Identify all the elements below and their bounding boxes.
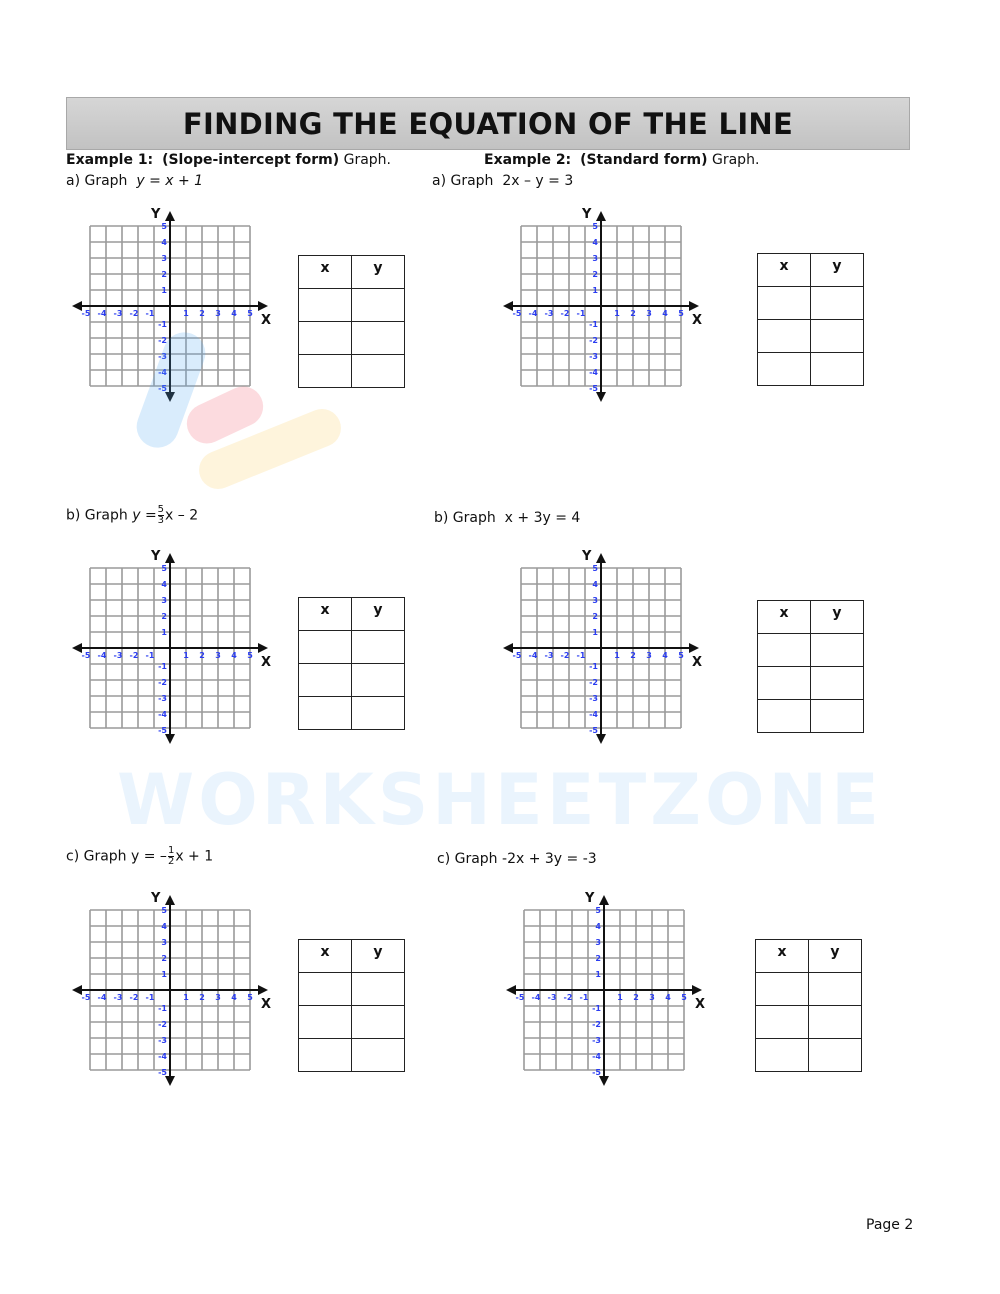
y-value-cell[interactable] (809, 973, 862, 1006)
x-axis-left-arrow (72, 301, 82, 311)
y-tick-label: -2 (158, 1020, 167, 1029)
table-row (756, 973, 862, 1006)
y-tick-label: -4 (589, 710, 598, 719)
y-tick-label: 1 (592, 286, 598, 295)
table-row (756, 1039, 862, 1072)
equation: 2x – y = 3 (502, 173, 574, 189)
numerator: 1 (167, 845, 175, 856)
y-tick-label: -1 (589, 320, 598, 329)
x-axis-left-arrow (506, 985, 516, 995)
y-axis-up-arrow (165, 211, 175, 221)
x-axis-label: X (695, 997, 706, 1012)
x-value-cell[interactable] (299, 631, 352, 664)
watermark-logo-yellow (193, 403, 346, 494)
y-tick-label: -3 (589, 352, 598, 361)
y-tick-label: 4 (595, 922, 601, 931)
y-tick-label: 2 (161, 954, 167, 963)
table-row (758, 700, 864, 733)
y-value-cell[interactable] (352, 697, 405, 730)
x-tick-label: -3 (113, 309, 123, 318)
equation-lhs: y = (132, 507, 157, 524)
y-tick-label: 2 (161, 612, 167, 621)
y-tick-label: 1 (592, 628, 598, 637)
y-axis-up-arrow (596, 553, 606, 563)
x-value-cell[interactable] (756, 973, 809, 1006)
x-tick-label: 1 (183, 309, 189, 318)
y-tick-label: 4 (161, 580, 167, 589)
y-tick-label: 2 (161, 270, 167, 279)
table-row (758, 667, 864, 700)
x-tick-label: 2 (633, 993, 639, 1002)
x-tick-label: 4 (662, 651, 668, 660)
y-tick-label: -5 (592, 1068, 601, 1077)
y-tick-label: 1 (161, 970, 167, 979)
y-axis-label: Y (582, 207, 592, 222)
table-row (299, 697, 405, 730)
example-2-suffix: Graph. (712, 152, 760, 168)
x-tick-label: -2 (563, 993, 573, 1002)
x-tick-label: -5 (81, 309, 91, 318)
graph-svg (70, 206, 270, 406)
y-tick-label: 3 (161, 254, 167, 263)
y-tick-label: -1 (158, 662, 167, 671)
y-tick-label: 1 (161, 286, 167, 295)
coordinate-grid-left-c (70, 890, 270, 1090)
example-1-suffix: Graph. (343, 152, 392, 168)
x-tick-label: -3 (113, 651, 123, 660)
x-tick-label: -4 (97, 309, 107, 318)
xy-table-left-c (298, 939, 405, 1072)
table-row (299, 1006, 405, 1039)
x-tick-label: -1 (576, 651, 586, 660)
example-1-heading (66, 152, 391, 168)
coordinate-grid-right-a (501, 206, 701, 406)
column-x-header: x (299, 598, 352, 631)
y-tick-label: -5 (158, 384, 167, 393)
denominator: 3 (157, 515, 165, 526)
example-2-heading (484, 152, 759, 168)
x-tick-label: 1 (183, 651, 189, 660)
y-tick-label: 5 (161, 564, 167, 573)
y-value-cell[interactable] (809, 1039, 862, 1072)
x-axis-label: X (692, 313, 703, 328)
y-tick-label: -5 (589, 384, 598, 393)
problem-right-c (437, 851, 597, 867)
y-value-cell[interactable] (352, 664, 405, 697)
problem-prefix: b) Graph (66, 507, 128, 524)
problem-left-a (66, 173, 203, 189)
y-axis-up-arrow (599, 895, 609, 905)
y-tick-label: -1 (158, 1004, 167, 1013)
y-axis-up-arrow (165, 895, 175, 905)
y-axis-label: Y (582, 549, 592, 564)
y-tick-label: 5 (161, 222, 167, 231)
x-axis-left-arrow (72, 643, 82, 653)
y-axis-down-arrow (596, 392, 606, 402)
y-tick-label: 4 (592, 238, 598, 247)
coordinate-grid-left-b (70, 548, 270, 748)
xy-table-right-b (757, 600, 864, 733)
table-header-row (758, 254, 864, 287)
example-1-form: (Slope-intercept form) (162, 152, 340, 168)
watermark-text: WORKSHEETZONE (117, 759, 883, 841)
x-tick-label: 4 (231, 651, 237, 660)
table-row (299, 322, 405, 355)
equation: y = x + 1 (136, 173, 204, 189)
graph-svg (70, 548, 270, 748)
x-axis-right-arrow (689, 301, 699, 311)
y-value-cell[interactable] (811, 287, 864, 320)
x-axis-right-arrow (692, 985, 702, 995)
x-axis-left-arrow (503, 643, 513, 653)
x-value-cell[interactable] (299, 973, 352, 1006)
x-value-cell[interactable] (756, 1039, 809, 1072)
x-tick-label: 2 (199, 309, 205, 318)
y-value-cell[interactable] (352, 322, 405, 355)
x-tick-label: 4 (665, 993, 671, 1002)
x-value-cell[interactable] (758, 634, 811, 667)
x-tick-label: -2 (560, 651, 570, 660)
coordinate-grid-left-a (70, 206, 270, 406)
table-row (299, 355, 405, 388)
x-tick-label: -3 (544, 309, 554, 318)
example-2-label: Example 2: (484, 152, 572, 168)
x-value-cell[interactable] (299, 322, 352, 355)
x-tick-label: 4 (231, 993, 237, 1002)
x-value-cell[interactable] (299, 355, 352, 388)
x-tick-label: 4 (231, 309, 237, 318)
x-tick-label: -2 (129, 309, 139, 318)
table-header-row (299, 940, 405, 973)
x-tick-label: -2 (560, 309, 570, 318)
x-tick-label: 5 (247, 993, 253, 1002)
title-banner (66, 97, 910, 150)
x-value-cell[interactable] (299, 289, 352, 322)
y-tick-label: -1 (589, 662, 598, 671)
x-tick-label: 2 (199, 651, 205, 660)
y-tick-label: -2 (158, 336, 167, 345)
numerator: 5 (157, 504, 165, 515)
x-axis-label: X (261, 313, 272, 328)
x-tick-label: -3 (113, 993, 123, 1002)
problem-right-a (432, 173, 573, 189)
equation-rhs: x + 1 (175, 848, 214, 865)
y-value-cell[interactable] (811, 700, 864, 733)
x-value-cell[interactable] (758, 700, 811, 733)
x-tick-label: -5 (515, 993, 525, 1002)
y-tick-label: -4 (158, 1052, 167, 1061)
x-tick-label: 3 (215, 309, 221, 318)
x-value-cell[interactable] (299, 1039, 352, 1072)
x-axis-left-arrow (503, 301, 513, 311)
problem-prefix: c) Graph (437, 851, 498, 867)
x-tick-label: 5 (678, 309, 684, 318)
y-tick-label: 5 (592, 564, 598, 573)
x-tick-label: -3 (547, 993, 557, 1002)
column-y-header: y (352, 940, 405, 973)
graph-svg (501, 206, 701, 406)
table-row (758, 287, 864, 320)
xy-table-right-c (755, 939, 862, 1072)
x-value-cell[interactable] (299, 1006, 352, 1039)
y-tick-label: -3 (158, 1036, 167, 1045)
x-tick-label: -1 (145, 993, 155, 1002)
y-tick-label: 3 (592, 254, 598, 263)
y-value-cell[interactable] (352, 631, 405, 664)
x-tick-label: -4 (528, 651, 538, 660)
x-axis-right-arrow (258, 643, 268, 653)
y-tick-label: -1 (158, 320, 167, 329)
x-tick-label: 5 (678, 651, 684, 660)
page-number: Page 2 (866, 1217, 914, 1233)
x-tick-label: 2 (630, 651, 636, 660)
x-value-cell[interactable] (299, 697, 352, 730)
table-row (299, 289, 405, 322)
y-tick-label: 4 (161, 238, 167, 247)
table-row (299, 664, 405, 697)
y-tick-label: -3 (158, 694, 167, 703)
x-axis-label: X (261, 997, 272, 1012)
y-tick-label: -1 (592, 1004, 601, 1013)
y-tick-label: -2 (158, 678, 167, 687)
table-row (299, 631, 405, 664)
table-header-row (756, 940, 862, 973)
x-tick-label: -1 (145, 651, 155, 660)
xy-table-left-a (298, 255, 405, 388)
table-row (758, 634, 864, 667)
x-value-cell[interactable] (758, 320, 811, 353)
y-axis-label: Y (151, 891, 161, 906)
xy-table-right-a (757, 253, 864, 386)
y-axis-up-arrow (596, 211, 606, 221)
x-tick-label: 5 (681, 993, 687, 1002)
equation-rhs: x – 2 (165, 507, 199, 524)
x-tick-label: 3 (646, 651, 652, 660)
x-axis-label: X (692, 655, 703, 670)
y-axis-down-arrow (165, 1076, 175, 1086)
graph-svg (504, 890, 704, 1090)
column-x-header: x (756, 940, 809, 973)
y-axis-up-arrow (165, 553, 175, 563)
equation: x + 3y = 4 (504, 510, 581, 526)
y-value-cell[interactable] (811, 634, 864, 667)
y-tick-label: 1 (161, 628, 167, 637)
y-tick-label: 3 (595, 938, 601, 947)
y-tick-label: 2 (595, 954, 601, 963)
x-axis-left-arrow (72, 985, 82, 995)
column-y-header: y (809, 940, 862, 973)
table-row (299, 973, 405, 1006)
table-header-row (299, 256, 405, 289)
column-x-header: x (299, 940, 352, 973)
table-row (756, 1006, 862, 1039)
y-tick-label: 2 (592, 612, 598, 621)
x-tick-label: 3 (649, 993, 655, 1002)
table-row (758, 353, 864, 386)
y-value-cell[interactable] (352, 1039, 405, 1072)
x-tick-label: -5 (81, 651, 91, 660)
equation-lhs: y = – (131, 848, 167, 865)
x-tick-label: 2 (199, 993, 205, 1002)
y-tick-label: -5 (158, 726, 167, 735)
x-tick-label: -4 (528, 309, 538, 318)
problem-prefix: b) Graph (434, 510, 496, 526)
table-header-row (299, 598, 405, 631)
y-value-cell[interactable] (809, 1006, 862, 1039)
y-tick-label: 5 (161, 906, 167, 915)
y-tick-label: 3 (592, 596, 598, 605)
y-tick-label: -4 (158, 710, 167, 719)
y-tick-label: -2 (592, 1020, 601, 1029)
y-value-cell[interactable] (811, 320, 864, 353)
x-axis-right-arrow (258, 301, 268, 311)
y-value-cell[interactable] (811, 667, 864, 700)
x-tick-label: 1 (614, 309, 620, 318)
y-tick-label: -4 (158, 368, 167, 377)
problem-prefix: c) Graph (66, 848, 127, 865)
column-y-header: y (811, 254, 864, 287)
table-row (299, 1039, 405, 1072)
equation: -2x + 3y = -3 (502, 851, 597, 867)
x-tick-label: 4 (662, 309, 668, 318)
x-tick-label: 5 (247, 309, 253, 318)
column-x-header: x (299, 256, 352, 289)
x-tick-label: -1 (145, 309, 155, 318)
coordinate-grid-right-c (504, 890, 704, 1090)
y-axis-label: Y (151, 207, 161, 222)
y-tick-label: -3 (158, 352, 167, 361)
x-axis-right-arrow (689, 643, 699, 653)
x-tick-label: -4 (97, 651, 107, 660)
y-axis-down-arrow (596, 734, 606, 744)
y-tick-label: -4 (592, 1052, 601, 1061)
x-tick-label: 1 (614, 651, 620, 660)
x-tick-label: 1 (183, 993, 189, 1002)
y-value-cell[interactable] (352, 355, 405, 388)
page-title: FINDING THE EQUATION OF THE LINE (182, 106, 794, 141)
x-value-cell[interactable] (756, 1006, 809, 1039)
table-header-row (758, 601, 864, 634)
x-axis-label: X (261, 655, 272, 670)
column-x-header: x (758, 601, 811, 634)
graph-svg (501, 548, 701, 748)
y-value-cell[interactable] (352, 973, 405, 1006)
y-tick-label: 2 (592, 270, 598, 279)
x-value-cell[interactable] (758, 667, 811, 700)
x-tick-label: -2 (129, 651, 139, 660)
graph-svg (70, 890, 270, 1090)
column-x-header: x (758, 254, 811, 287)
problem-right-b (434, 510, 580, 526)
y-tick-label: 1 (595, 970, 601, 979)
x-tick-label: 5 (247, 651, 253, 660)
x-tick-label: -4 (97, 993, 107, 1002)
y-tick-label: -2 (589, 336, 598, 345)
y-axis-label: Y (151, 549, 161, 564)
x-value-cell[interactable] (299, 664, 352, 697)
x-tick-label: 3 (215, 993, 221, 1002)
y-tick-label: 4 (592, 580, 598, 589)
problem-prefix: a) Graph (432, 173, 494, 189)
x-value-cell[interactable] (758, 287, 811, 320)
y-value-cell[interactable] (811, 353, 864, 386)
y-axis-down-arrow (599, 1076, 609, 1086)
y-tick-label: 5 (592, 222, 598, 231)
x-tick-label: -5 (512, 651, 522, 660)
fraction (158, 505, 164, 526)
y-axis-down-arrow (165, 392, 175, 402)
column-y-header: y (352, 598, 405, 631)
y-value-cell[interactable] (352, 1006, 405, 1039)
y-tick-label: 4 (161, 922, 167, 931)
column-y-header: y (352, 256, 405, 289)
column-y-header: y (811, 601, 864, 634)
problem-left-c (66, 846, 213, 867)
y-tick-label: -5 (589, 726, 598, 735)
y-tick-label: -5 (158, 1068, 167, 1077)
x-tick-label: -1 (579, 993, 589, 1002)
problem-left-b (66, 505, 198, 526)
denominator: 2 (167, 856, 175, 867)
y-tick-label: 3 (161, 938, 167, 947)
x-tick-label: -4 (531, 993, 541, 1002)
y-axis-label: Y (585, 891, 595, 906)
x-tick-label: 3 (646, 309, 652, 318)
y-tick-label: -3 (589, 694, 598, 703)
example-1-label: Example 1: (66, 152, 154, 168)
problem-prefix: a) Graph (66, 173, 128, 189)
x-tick-label: 1 (617, 993, 623, 1002)
y-value-cell[interactable] (352, 289, 405, 322)
y-tick-label: 3 (161, 596, 167, 605)
coordinate-grid-right-b (501, 548, 701, 748)
y-tick-label: -2 (589, 678, 598, 687)
x-tick-label: -2 (129, 993, 139, 1002)
y-tick-label: 5 (595, 906, 601, 915)
example-2-form: (Standard form) (580, 152, 708, 168)
x-tick-label: 2 (630, 309, 636, 318)
x-tick-label: -5 (512, 309, 522, 318)
x-tick-label: -1 (576, 309, 586, 318)
y-tick-label: -4 (589, 368, 598, 377)
x-tick-label: -3 (544, 651, 554, 660)
x-value-cell[interactable] (758, 353, 811, 386)
table-row (758, 320, 864, 353)
y-axis-down-arrow (165, 734, 175, 744)
xy-table-left-b (298, 597, 405, 730)
fraction (168, 846, 174, 867)
y-tick-label: -3 (592, 1036, 601, 1045)
x-tick-label: 3 (215, 651, 221, 660)
x-tick-label: -5 (81, 993, 91, 1002)
x-axis-right-arrow (258, 985, 268, 995)
